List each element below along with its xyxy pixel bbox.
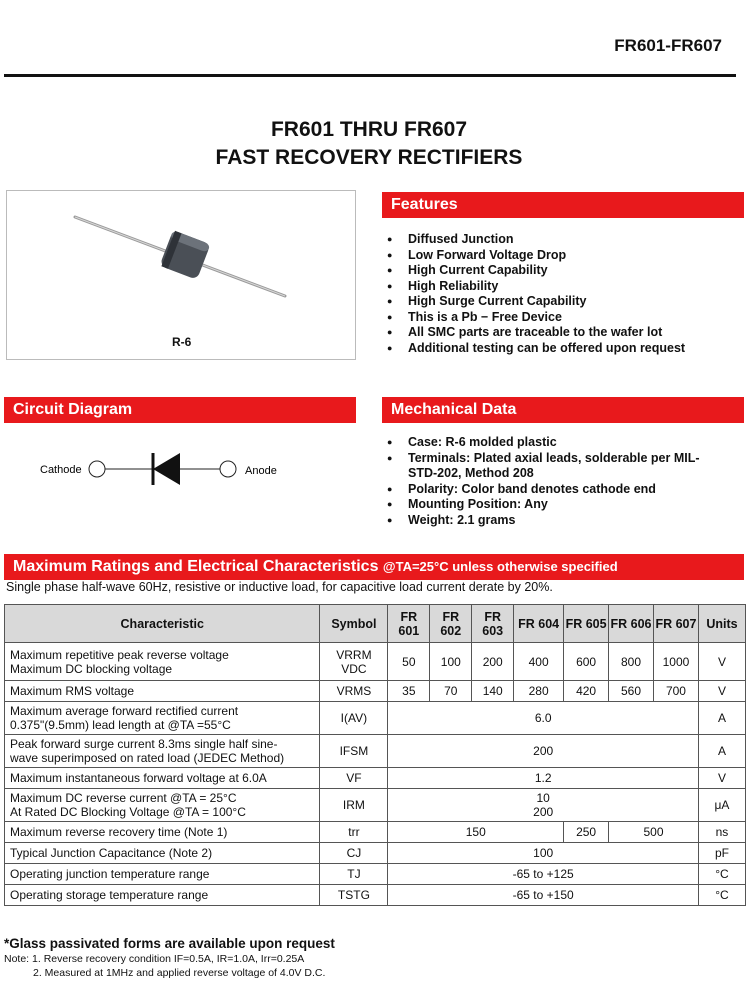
glass-passivated-note: *Glass passivated forms are available upon request [4,936,335,951]
table-row [5,822,746,843]
characteristic-cell: Maximum DC reverse current @TA = 25°C At Rated DC Blocking Voltage @TA = 100°C [5,789,320,822]
value-cell: 100 [430,643,472,681]
mechanical-heading: Mechanical Data [382,397,744,423]
features-list [382,232,744,356]
table-header-row [5,605,746,643]
value-cell: 100 [388,843,699,864]
value-cell: 200 [388,735,699,768]
symbol-cell: trr [320,822,388,843]
value-cell: 150 [388,822,564,843]
column-header-part: FR 603 [472,605,514,643]
title-line-1: FR601 THRU FR607 [270,118,468,141]
table-row [5,643,746,681]
symbol-cell: VRMS [320,681,388,702]
package-label: R-6 [172,335,192,349]
value-cell: 250 [564,822,609,843]
column-header-part: FR 604 [514,605,564,643]
list-item: ● Terminals: Plated axial leads, solderable per MIL-STD-202, Method 208 [382,451,727,482]
features-heading: Features [382,192,744,218]
table-row [5,681,746,702]
value-cell: 50 [388,643,430,681]
characteristic-cell: Peak forward surge current 8.3ms single half sine- wave superimposed on rated load (JEDEC Method) [5,735,320,768]
value-cell: 400 [514,643,564,681]
column-header-part: FR 601 [388,605,430,643]
circuit-diagram [30,448,350,498]
circuit-heading: Circuit Diagram [4,397,356,423]
value-cell: 600 [564,643,609,681]
value-cell: 280 [514,681,564,702]
list-item: ● High Current Capability [382,263,744,279]
column-header-part: FR 605 [564,605,609,643]
value-cell: 200 [472,643,514,681]
symbol-cell: IRM [320,789,388,822]
symbol-cell: VF [320,768,388,789]
list-item: ● Low Forward Voltage Drop [382,248,744,264]
characteristic-cell: Typical Junction Capacitance (Note 2) [5,843,320,864]
note-2: 2. Measured at 1MHz and applied reverse voltage of 4.0V D.C. [33,967,326,979]
unit-cell: A [698,735,745,768]
unit-cell: pF [698,843,745,864]
ratings-table [4,604,746,906]
symbol-cell: TJ [320,864,388,885]
value-cell: 800 [609,643,654,681]
diode-symbol [30,448,350,498]
unit-cell: V [698,681,745,702]
ratings-heading-text: Maximum Ratings and Electrical Characteristics [13,558,379,575]
value-cell: -65 to +150 [388,885,699,906]
value-cell: 1.2 [388,768,699,789]
column-header-units: Units [698,605,745,643]
column-header-part: FR 607 [653,605,698,643]
header-rule [4,74,736,77]
ratings-subtitle: Single phase half-wave 60Hz, resistive or inductive load, for capacitive load current derate by 20%. [6,580,553,594]
value-cell: 6.0 [388,702,699,735]
unit-cell: V [698,768,745,789]
list-item: ● Polarity: Color band denotes cathode end [382,482,727,498]
mechanical-list [382,435,727,528]
unit-cell: °C [698,864,745,885]
column-header-characteristic: Characteristic [5,605,320,643]
value-cell: 1000 [653,643,698,681]
characteristic-cell: Maximum repetitive peak reverse voltage Maximum DC blocking voltage [5,643,320,681]
package-image [6,190,356,360]
table-row [5,885,746,906]
value-cell: 700 [653,681,698,702]
list-item: ● High Surge Current Capability [382,294,744,310]
value-cell: 500 [609,822,699,843]
symbol-cell: CJ [320,843,388,864]
symbol-cell: VRRM VDC [320,643,388,681]
list-item: ● High Reliability [382,279,744,295]
table-row [5,768,746,789]
document-id: FR601-FR607 [614,36,722,55]
page-title [0,116,738,172]
list-item: ● Additional testing can be offered upon request [382,341,744,357]
value-cell: 35 [388,681,430,702]
table-row [5,864,746,885]
symbol-cell: IFSM [320,735,388,768]
table-row [5,789,746,822]
list-item: ● Mounting Position: Any [382,497,727,513]
unit-cell: °C [698,885,745,906]
table-row [5,843,746,864]
characteristic-cell: Maximum RMS voltage [5,681,320,702]
column-header-part: FR 602 [430,605,472,643]
value-cell: 560 [609,681,654,702]
characteristic-cell: Operating storage temperature range [5,885,320,906]
list-item: ● Diffused Junction [382,232,744,248]
list-item: ● Weight: 2.1 grams [382,513,727,529]
value-cell: -65 to +125 [388,864,699,885]
characteristic-cell: Operating junction temperature range [5,864,320,885]
unit-cell: V [698,643,745,681]
cathode-label: Cathode [40,464,82,476]
characteristic-cell: Maximum average forward rectified current 0.375"(9.5mm) lead length at @TA =55°C [5,702,320,735]
column-header-part: FR 606 [609,605,654,643]
list-item: ● Case: R-6 molded plastic [382,435,727,451]
value-cell: 420 [564,681,609,702]
ratings-heading [4,554,744,580]
list-item: ● This is a Pb − Free Device [382,310,744,326]
characteristic-cell: Maximum reverse recovery time (Note 1) [5,822,320,843]
note-1: Note: 1. Reverse recovery condition IF=0.5A, IR=1.0A, Irr=0.25A [4,953,305,965]
list-item: ● All SMC parts are traceable to the wafer lot [382,325,744,341]
table-row [5,702,746,735]
characteristic-cell: Maximum instantaneous forward voltage at 6.0A [5,768,320,789]
symbol-cell: I(AV) [320,702,388,735]
symbol-cell: TSTG [320,885,388,906]
value-cell: 140 [472,681,514,702]
value-cell: 10 200 [388,789,699,822]
anode-label: Anode [245,465,277,477]
table-row [5,735,746,768]
unit-cell: μA [698,789,745,822]
ratings-condition: @TA=25°C unless otherwise specified [382,559,618,574]
unit-cell: ns [698,822,745,843]
unit-cell: A [698,702,745,735]
value-cell: 70 [430,681,472,702]
column-header-symbol: Symbol [320,605,388,643]
title-line-2: FAST RECOVERY RECTIFIERS [215,146,523,169]
